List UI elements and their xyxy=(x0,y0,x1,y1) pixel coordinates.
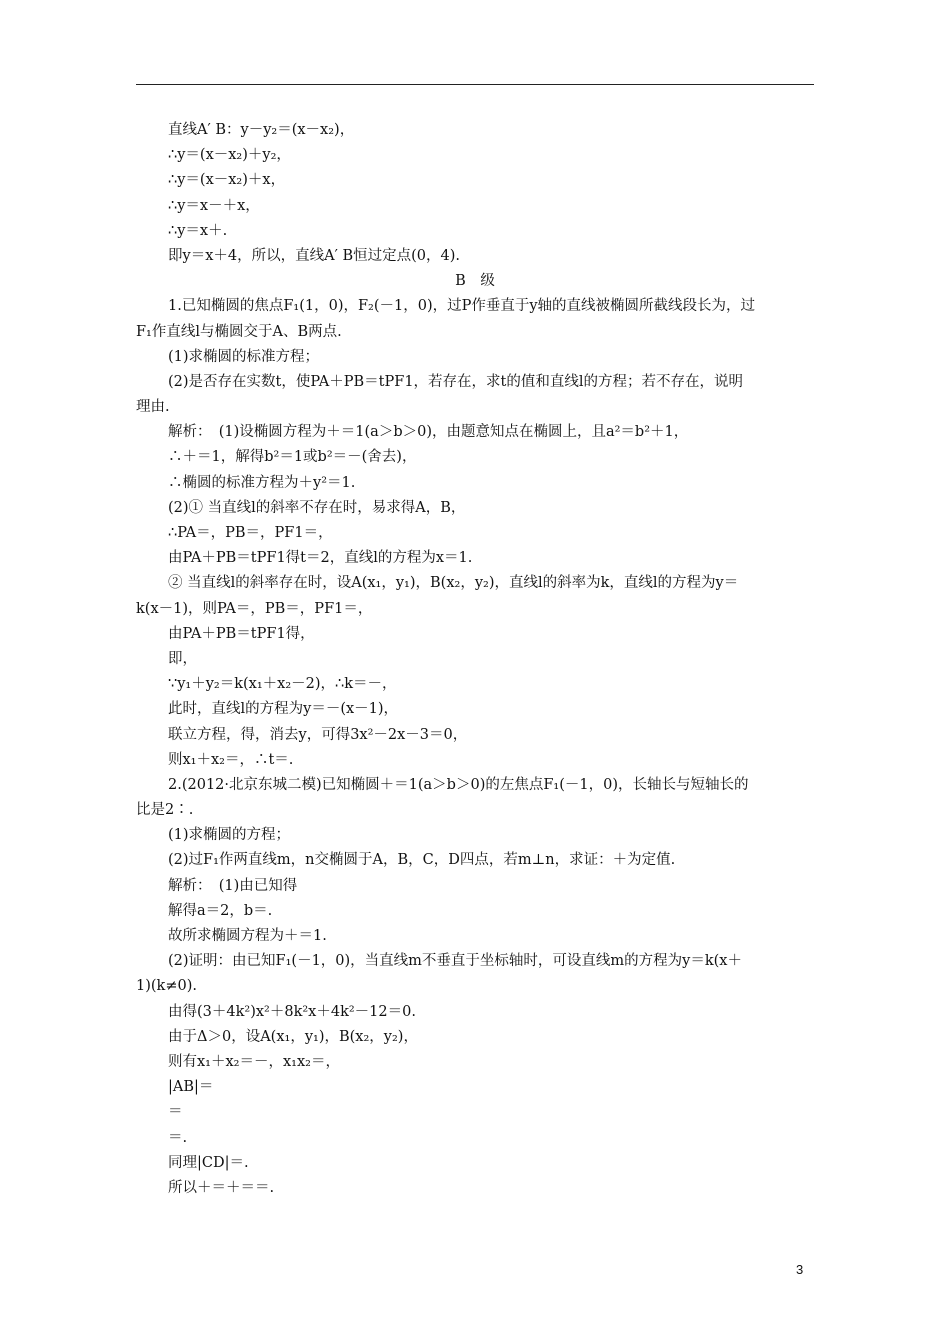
text-line: ＝. xyxy=(168,1129,188,1146)
problem-2-text: 2.(2012·北京东城二模)已知椭圆＋＝1(a＞b＞0)的左焦点F₁(－1，0)，长轴长与短轴长的 xyxy=(168,776,749,793)
text-line: 由得(3＋4k²)x²＋8k²x＋4k²－12＝0. xyxy=(168,1003,416,1020)
section-heading: B 级 xyxy=(455,273,495,290)
text-line: 解得a＝2，b＝. xyxy=(168,902,273,919)
text-line: ∵y₁＋y₂＝k(x₁＋x₂－2)，∴k＝－， xyxy=(168,676,397,693)
text-line: 所以＋＝＋＝＝. xyxy=(168,1179,275,1196)
text-line: ＝ xyxy=(168,1104,183,1121)
text-line: (2)是否存在实数t，使PA＋PB＝tPF1，若存在，求t的值和直线l的方程；若不存在，说明 xyxy=(168,373,744,390)
text-line: ∴y＝x－＋x， xyxy=(168,197,260,214)
text-line: (1)求椭圆的标准方程； xyxy=(168,348,320,365)
text-line: 即y＝x＋4，所以，直线A′ B恒过定点(0，4). xyxy=(168,247,460,264)
text-line: ∴y＝x＋. xyxy=(168,222,228,239)
text-line: 理由. xyxy=(136,399,170,416)
text-line: 故所求椭圆方程为＋＝1. xyxy=(168,928,327,944)
text-line: 由PA＋PB＝tPF1得， xyxy=(168,625,315,642)
text-line: 由PA＋PB＝tPF1得t＝2，直线l的方程为x＝1. xyxy=(168,550,473,567)
text-line: 解析： (1)由已知得 xyxy=(168,877,298,894)
page-number: 3 xyxy=(796,1262,804,1277)
problem-1-text: 1.已知椭圆的焦点F₁(1，0)，F₂(－1，0)，过P作垂直于y轴的直线被椭圆所截线段长为，过 xyxy=(168,298,756,315)
text-line: 则有x₁＋x₂＝－，x₁x₂＝， xyxy=(168,1053,340,1070)
text-line: (2)过F₁作两直线m，n交椭圆于A，B，C，D四点，若m⊥n，求证：＋为定值. xyxy=(168,852,676,869)
text-line: k(x－1)，则PA＝，PB＝，PF1＝， xyxy=(136,600,373,617)
text-line: 同理|CD|＝. xyxy=(168,1154,249,1171)
text-line: ∴椭圆的标准方程为＋y²＝1. xyxy=(168,474,356,491)
header-rule xyxy=(136,84,814,85)
text-line: (2)① 当直线l的斜率不存在时，易求得A，B， xyxy=(168,499,466,516)
text-line: 1)(k≠0). xyxy=(136,978,197,995)
text-line: 解析： (1)设椭圆方程为＋＝1(a＞b＞0)，由题意知点在椭圆上，且a²＝b²＋1， xyxy=(168,424,689,441)
text-line: 由于Δ＞0，设A(x₁，y₁)，B(x₂，y₂)， xyxy=(168,1028,418,1045)
text-line: F₁作直线l与椭圆交于A、B两点. xyxy=(136,323,342,340)
text-line: 直线A′ B：y－y₂＝(x－x₂)， xyxy=(168,122,355,138)
text-line: 此时，直线l的方程为y＝－(x－1)， xyxy=(168,701,399,718)
text-line: ② 当直线l的斜率存在时，设A(x₁，y₁)，B(x₂，y₂)，直线l的斜率为k，直线l的方程为y＝ xyxy=(168,575,739,592)
text-line: (1)求椭圆的方程； xyxy=(168,827,291,844)
text-line: ∴y＝(x－x₂)＋x， xyxy=(168,172,286,189)
text-line: |AB|＝ xyxy=(168,1079,214,1096)
text-line: 联立方程，得，消去y，可得3x²－2x－3＝0， xyxy=(168,726,468,743)
text-line: ∴y＝(x－x₂)＋y₂， xyxy=(168,147,291,164)
text-line: 即， xyxy=(168,650,197,667)
text-line: (2)证明：由已知F₁(－1，0)，当直线m不垂直于坐标轴时，可设直线m的方程为y＝k(x＋ xyxy=(168,953,742,970)
text-line: 则x₁＋x₂＝，∴t＝. xyxy=(168,751,294,768)
text-line: ∴PA＝，PB＝，PF1＝， xyxy=(168,525,333,541)
document-body xyxy=(136,118,814,1201)
text-line: 比是2∶. xyxy=(136,802,194,819)
text-line: ∴＋＝1，解得b²＝1或b²＝－(舍去)， xyxy=(168,449,417,466)
